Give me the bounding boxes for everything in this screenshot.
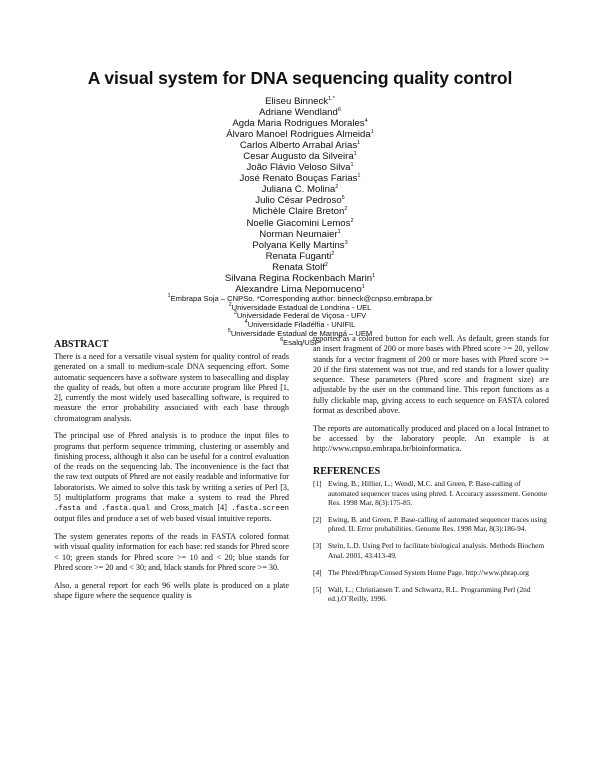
author-line <box>100 229 500 240</box>
reference-number: [2] <box>313 514 322 524</box>
reference-text: The Phred/Phrap/Consed System Home Page. http://www.phrap.org <box>328 567 529 577</box>
author-name: Renata Stolf <box>272 261 325 273</box>
abstract-heading: ABSTRACT <box>54 339 109 350</box>
author-affil-mark: 1 <box>372 272 376 279</box>
author-affil-mark: 1 <box>353 151 357 158</box>
author-affil-mark: 2 <box>350 217 354 224</box>
author-name: Alexandre Lima Nepomuceno <box>235 283 362 295</box>
author-line <box>100 162 500 173</box>
code-file-extension: .fasta.screen <box>231 505 289 513</box>
affiliation-mark: 4 <box>244 319 248 326</box>
paragraph-text: output files and produce a set of web based visual intuitive reports. <box>54 514 272 524</box>
affiliation-text: Universidade Estadual de Maringá – UEM <box>230 329 373 339</box>
author-name: Juliana C. Molina <box>261 184 336 196</box>
abstract-paragraph <box>54 431 289 524</box>
reference-item <box>313 515 549 534</box>
code-file-extension: .fasta.qual <box>101 505 150 513</box>
reference-item <box>313 479 549 507</box>
right-column <box>313 334 549 611</box>
affiliation-text: Universidade Estadual de Londrina - UEL <box>231 302 372 312</box>
reference-item <box>313 585 549 604</box>
code-file-extension: .fasta <box>54 505 81 513</box>
affiliation-text: Esalq/USP <box>283 337 320 347</box>
author-name: Noelle Giacomini Lemos <box>246 217 351 229</box>
affiliation-text: Embrapa Soja – CNPSo. *Corresponding author: binneck@cnpso.embrapa.br <box>170 293 433 303</box>
author-name: Álvaro Manoel Rodrigues Almeida <box>226 129 371 141</box>
author-affil-mark: 1 <box>370 129 374 136</box>
author-affil-mark: 5 <box>341 195 345 202</box>
author-line <box>100 273 500 284</box>
author-block <box>100 96 500 348</box>
author-affil-mark: 2 <box>331 250 335 257</box>
author-name: Carlos Alberto Arrabal Arias <box>239 140 358 152</box>
author-line <box>100 240 500 251</box>
author-affil-mark: 1 <box>337 228 341 235</box>
author-name: Norman Neumaier <box>259 228 338 240</box>
reference-number: [3] <box>313 541 322 551</box>
abstract-paragraph: Also, a general report for each 96 wells plate is produced on a plate shape figure where the sequence quality is <box>54 580 289 600</box>
affiliation-text: Universidade Federal de Viçosa - UFV <box>236 311 367 321</box>
paper-title: A visual system for DNA sequencing quality control <box>87 68 513 88</box>
reference-number: [5] <box>313 584 322 594</box>
author-line <box>100 129 500 140</box>
author-name: Eliseu Binneck <box>265 96 329 107</box>
author-line <box>100 262 500 273</box>
reference-text: Ewing, B.; Hillier, L.; Wendl, M.C. and Green, P. Base-calling of automated sequencer traces using phred. I. Accuracy assessment. Genome Res. 1998 Mar, 8(3):175-85. <box>328 479 547 508</box>
author-name: Julio César Pedroso <box>255 195 342 207</box>
references-heading: REFERENCES <box>313 466 381 478</box>
reference-item <box>313 568 549 577</box>
paragraph-text: and <box>85 503 97 512</box>
author-affil-mark: 4 <box>364 118 368 125</box>
reference-text: Ewing, B. and Green, P. Base-calling of automated sequencer traces using phred. II. Error probabilities. Genome Res. 1998 Mar, 8(3):186-94. <box>328 514 547 534</box>
author-line <box>100 251 500 262</box>
author-line <box>100 173 500 184</box>
author-line <box>100 218 500 229</box>
author-name: Polyana Kelly Martins <box>252 239 345 251</box>
author-name: Silvana Regina Rockenbach Marin <box>224 272 373 284</box>
author-line <box>100 195 500 206</box>
affiliation-mark: 3 <box>233 310 237 317</box>
affiliation-mark: 1 <box>167 292 171 299</box>
author-affil-mark: 1,* <box>328 96 335 102</box>
abstract-paragraph: The system generates reports of the reads in FASTA colored format with visual quality information for each base: red stands for Phred score < 10; green stands for Phred score >= 10 and < 20; blue stands for Phred score >= 20 and < 30; and, black stands for Phred score >= 30. <box>54 532 289 572</box>
affiliation-mark: 6 <box>280 336 284 343</box>
author-line <box>100 206 500 217</box>
affiliation-mark: 5 <box>227 328 231 335</box>
author-affil-mark: 2 <box>335 184 339 191</box>
author-name: João Flávio Veloso Silva <box>246 162 351 174</box>
author-affil-mark: 1 <box>350 162 354 169</box>
paragraph-text: The principal use of Phred analysis is to produce the input files to programs that perform sequence trimming, clustering or assembly and finishing process, although it also can be useful for a control evaluation of the reads on the sequencing lab. The inconvenience is the fact that the raw text outputs of Phred are not easily readable and informative for laboratorists. We aimed to solve this task by writing a series of Perl [3, 5] multiplatform programs that make a system to read the Phred <box>54 431 289 502</box>
author-affil-mark: 3 <box>344 239 348 246</box>
affiliation-text: Universidade Filadélfia - UNIFIL <box>247 320 356 330</box>
author-name: Agda Maria Rodrigues Morales <box>232 118 365 130</box>
author-line <box>100 118 500 129</box>
author-line <box>100 107 500 118</box>
author-affil-mark: 1 <box>357 173 361 180</box>
affiliation-mark: 2 <box>228 301 232 308</box>
author-name: Renata Fuganti <box>265 250 332 262</box>
abstract-paragraph: The reports are automatically produced and placed on a local Intranet to be accessed by the laboratory people. An example is at http://www.cnpso.embrapa.br/bioinformatica. <box>313 423 549 453</box>
abstract-paragraph: There is a need for a versatile visual system for quality control of reads generated on a small to medium-scale DNA sequencing effort. Some automatic sequencers have a software system to basecalling and display the quality of reads, but often a more accurate program like Phred [1, 2], currently the most widely used basecalling software, is required to measure the error probability associated with each base through chromatogram analysis. <box>54 352 289 423</box>
paragraph-text: and Cross_match [4] <box>154 503 227 512</box>
author-line <box>100 184 500 195</box>
author-line <box>100 140 500 151</box>
author-name: Michèle Claire Breton <box>252 206 345 218</box>
author-affil-mark: 1 <box>357 140 361 147</box>
reference-item <box>313 541 549 560</box>
author-line <box>100 96 500 107</box>
author-line <box>100 151 500 162</box>
reference-text: Wall, L.; Christiansen T. and Schwartz, R.L. Programming Perl (2nd ed.).O´Reilly, 1996. <box>328 584 531 603</box>
author-affil-mark: 6 <box>337 107 341 114</box>
author-name: Cesar Augusto da Silveira <box>243 151 354 163</box>
reference-number: [1] <box>313 479 322 489</box>
author-affil-mark: 2 <box>344 206 348 213</box>
abstract-paragraph: reported as a colored button for each well. As default, green stands for an insert fragment of 200 or more bases with Phred score >= 20, yellow stands for a vector fragment of 200 or more bases with Phred score >= 20 if the first statement was not true, and red stands for a lower quality sequence. These parameters (Phred score and fragment size) are adjustable by the user on the command line. This report functions as a fully clickable map, giving access to each sequence on FASTA colored format as described above. <box>313 334 549 415</box>
reference-number: [4] <box>313 567 322 577</box>
author-name: Adriane Wendland <box>259 107 338 119</box>
left-column <box>54 336 289 609</box>
reference-text: Stein, L.D. Using Perl to facilitate biological analysis. Methods Biochem Anal. 2001, 43:413-49. <box>328 541 545 560</box>
author-affil-mark: 2 <box>324 261 328 268</box>
author-name: José Renato Bouças Farias <box>239 173 358 185</box>
author-affil-mark: 1 <box>361 283 365 290</box>
